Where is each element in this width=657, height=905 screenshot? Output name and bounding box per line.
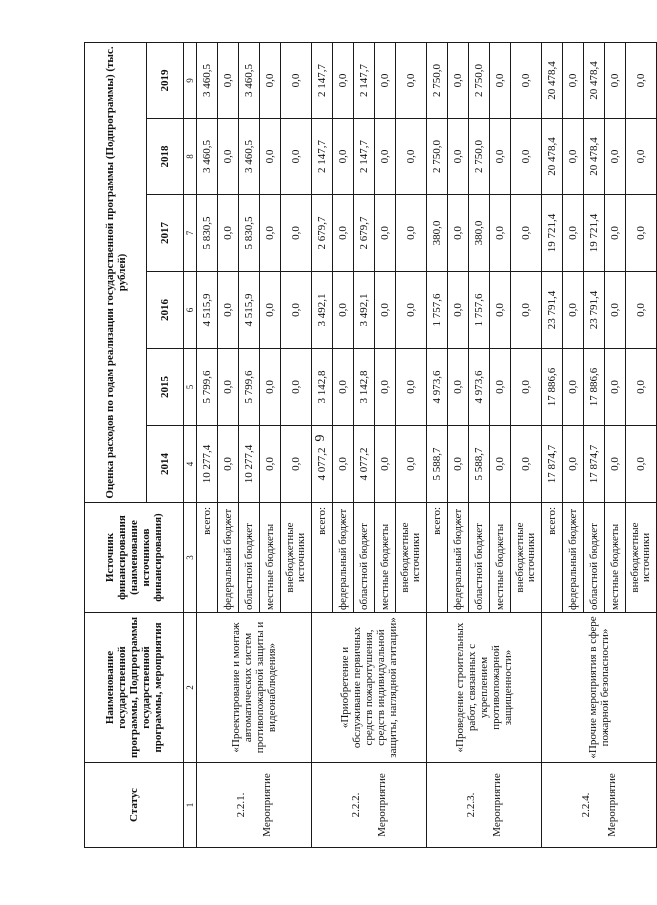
amount-cell: 0,0 [375,272,396,349]
amount-cell: 0,0 [396,119,427,195]
amount-cell: 20 478,4 [584,42,605,118]
column-number: 4 [184,426,197,503]
funding-source: областной бюджет [584,503,605,613]
amount-cell: 380,0 [469,195,490,272]
funding-source: областной бюджет [469,503,490,613]
amount-cell: 20 478,4 [542,42,563,118]
table-row [312,42,333,847]
amount-cell: 0,0 [511,42,542,118]
event-code: 2.2.3. [465,792,477,818]
amount-cell: 19 721,4 [584,195,605,272]
amount-cell: 0,0 [490,195,511,272]
amount-cell: 17 886,6 [584,349,605,426]
amount-cell: 0,0 [260,272,281,349]
header-status: Статус [85,763,184,848]
amount-cell: 0,0 [281,195,312,272]
amount-cell: 17 886,6 [542,349,563,426]
rotated-table-wrapper [84,43,652,848]
event-name: «Приобретение и обслуживание первичных средств пожаротушения, средств индивидуальной защиты, наглядной агитации» [312,613,427,763]
amount-cell: 0,0 [563,349,584,426]
event-code: 2.2.4. [580,792,592,818]
amount-cell: 3 142,8 [354,349,375,426]
amount-cell: 2 147,7 [354,119,375,195]
amount-cell: 5 830,5 [239,195,260,272]
funding-source: местные бюджеты [375,503,396,613]
header-source: Источник финансирования (наименование источников финансирования) [85,503,184,613]
amount-cell: 0,0 [260,119,281,195]
amount-cell: 0,0 [218,119,239,195]
amount-cell: 0,0 [396,272,427,349]
amount-cell: 0,0 [281,426,312,503]
amount-cell: 4 515,9 [239,272,260,349]
amount-cell: 0,0 [626,349,657,426]
amount-cell: 0,0 [511,119,542,195]
funding-source: внебюджетные источники [281,503,312,613]
amount-cell: 19 721,4 [542,195,563,272]
amount-cell: 0,0 [626,426,657,503]
amount-cell: 20 478,4 [542,119,563,195]
funding-source: всего: [427,503,448,613]
column-number: 6 [184,272,197,349]
funding-source: федеральный бюджет [218,503,239,613]
funding-source: местные бюджеты [605,503,626,613]
amount-cell: 0,0 [563,195,584,272]
event-name: «Проведение строительных работ, связанных с укреплением противопожарной защищенности» [427,613,542,763]
amount-cell: 0,0 [511,349,542,426]
amount-cell: 3 142,8 [312,349,333,426]
amount-cell: 0,0 [333,272,354,349]
event-status-cell [197,763,312,848]
page-number: 6 [311,434,326,442]
funding-source: внебюджетные источники [511,503,542,613]
amount-cell: 17 874,7 [584,426,605,503]
amount-cell: 2 147,7 [312,119,333,195]
amount-cell: 0,0 [448,349,469,426]
funding-source: местные бюджеты [260,503,281,613]
event-code: 2.2.1. [235,792,247,818]
header-year: 2019 [147,42,184,118]
amount-cell: 4 077,2 [312,426,333,503]
amount-cell: 2 750,0 [427,119,448,195]
amount-cell: 0,0 [260,195,281,272]
column-number: 7 [184,195,197,272]
amount-cell: 0,0 [490,426,511,503]
amount-cell: 0,0 [448,119,469,195]
event-status: Мероприятие [261,773,273,837]
funding-source: федеральный бюджет [448,503,469,613]
amount-cell: 5 588,7 [427,426,448,503]
amount-cell: 2 679,7 [312,195,333,272]
table-row [542,42,563,847]
amount-cell: 0,0 [448,195,469,272]
amount-cell: 0,0 [396,426,427,503]
column-number: 1 [184,763,197,848]
amount-cell: 0,0 [333,42,354,118]
funding-source: федеральный бюджет [333,503,354,613]
amount-cell: 0,0 [626,195,657,272]
amount-cell: 0,0 [281,119,312,195]
amount-cell: 0,0 [218,349,239,426]
amount-cell: 0,0 [511,426,542,503]
amount-cell: 0,0 [260,426,281,503]
header-name: Наименование государственной программы, Подпрограммы государственной программы, мероприятия [85,613,184,763]
amount-cell: 0,0 [563,42,584,118]
amount-cell: 4 077,2 [354,426,375,503]
amount-cell: 4 973,6 [427,349,448,426]
amount-cell: 2 750,0 [469,42,490,118]
amount-cell: 0,0 [333,426,354,503]
amount-cell: 0,0 [490,119,511,195]
amount-cell: 5 799,6 [239,349,260,426]
amount-cell: 2 147,7 [354,42,375,118]
funding-source: внебюджетные источники [396,503,427,613]
amount-cell: 3 492,1 [354,272,375,349]
event-status: Мероприятие [491,773,503,837]
amount-cell: 3 492,1 [312,272,333,349]
funding-source: внебюджетные источники [626,503,657,613]
amount-cell: 0,0 [281,272,312,349]
funding-source: областной бюджет [239,503,260,613]
amount-cell: 0,0 [448,42,469,118]
amount-cell: 0,0 [218,426,239,503]
event-status-cell [542,763,657,848]
table-header [85,42,197,847]
amount-cell: 0,0 [490,349,511,426]
amount-cell: 0,0 [333,195,354,272]
amount-cell: 17 874,7 [542,426,563,503]
amount-cell: 2 679,7 [354,195,375,272]
column-number: 8 [184,119,197,195]
amount-cell: 0,0 [375,42,396,118]
amount-cell: 3 460,5 [197,119,218,195]
amount-cell: 0,0 [333,349,354,426]
funding-source: всего: [197,503,218,613]
budget-table [84,42,657,848]
amount-cell: 0,0 [490,272,511,349]
amount-cell: 0,0 [375,426,396,503]
amount-cell: 5 799,6 [197,349,218,426]
amount-cell: 0,0 [563,426,584,503]
amount-cell: 3 460,5 [239,42,260,118]
amount-cell: 380,0 [427,195,448,272]
amount-cell: 2 147,7 [312,42,333,118]
amount-cell: 23 791,4 [542,272,563,349]
amount-cell: 0,0 [281,42,312,118]
column-number: 3 [184,503,197,613]
amount-cell: 0,0 [626,119,657,195]
column-number: 9 [184,42,197,118]
funding-source: всего: [312,503,333,613]
header-year: 2017 [147,195,184,272]
amount-cell: 3 460,5 [197,42,218,118]
event-status: Мероприятие [606,773,618,837]
amount-cell: 0,0 [605,119,626,195]
event-status-cell [312,763,427,848]
table-row [427,42,448,847]
amount-cell: 23 791,4 [584,272,605,349]
amount-cell: 0,0 [281,349,312,426]
amount-cell: 20 478,4 [584,119,605,195]
header-estimate: Оценка расходов по годам реализации государственной программы (Подпрограммы) (тыс. рублей) [85,42,147,502]
amount-cell: 10 277,4 [239,426,260,503]
amount-cell: 0,0 [490,42,511,118]
amount-cell: 0,0 [260,349,281,426]
column-number-row [184,42,197,847]
amount-cell: 5 588,7 [469,426,490,503]
event-name: «Прочие мероприятия в сфере пожарной безопасности» [542,613,657,763]
amount-cell: 0,0 [396,195,427,272]
event-name: «Проектирование и монтаж автоматических систем противопожарной защиты и видеонаблюдения» [197,613,312,763]
amount-cell: 0,0 [626,272,657,349]
funding-source: местные бюджеты [490,503,511,613]
funding-source: федеральный бюджет [563,503,584,613]
amount-cell: 0,0 [448,426,469,503]
amount-cell: 2 750,0 [469,119,490,195]
amount-cell: 0,0 [375,119,396,195]
amount-cell: 0,0 [605,195,626,272]
amount-cell: 4 515,9 [197,272,218,349]
amount-cell: 0,0 [605,272,626,349]
column-number: 2 [184,613,197,763]
amount-cell: 0,0 [218,42,239,118]
amount-cell: 2 750,0 [427,42,448,118]
table-body [197,42,657,847]
column-number: 5 [184,349,197,426]
amount-cell: 0,0 [605,42,626,118]
funding-source: областной бюджет [354,503,375,613]
amount-cell: 0,0 [448,272,469,349]
amount-cell: 0,0 [333,119,354,195]
amount-cell: 3 460,5 [239,119,260,195]
amount-cell: 0,0 [218,195,239,272]
amount-cell: 1 757,6 [427,272,448,349]
amount-cell: 0,0 [605,426,626,503]
amount-cell: 1 757,6 [469,272,490,349]
amount-cell: 0,0 [375,195,396,272]
amount-cell: 0,0 [605,349,626,426]
amount-cell: 0,0 [511,195,542,272]
header-year: 2015 [147,349,184,426]
amount-cell: 0,0 [375,349,396,426]
event-status: Мероприятие [376,773,388,837]
amount-cell: 5 830,5 [197,195,218,272]
event-code: 2.2.2. [350,792,362,818]
amount-cell: 0,0 [563,119,584,195]
table-row [197,42,218,847]
amount-cell: 4 973,6 [469,349,490,426]
amount-cell: 0,0 [218,272,239,349]
amount-cell: 0,0 [396,42,427,118]
amount-cell: 0,0 [563,272,584,349]
event-status-cell [427,763,542,848]
header-year: 2016 [147,272,184,349]
header-year: 2018 [147,119,184,195]
funding-source: всего: [542,503,563,613]
amount-cell: 0,0 [260,42,281,118]
amount-cell: 0,0 [626,42,657,118]
amount-cell: 10 277,4 [197,426,218,503]
amount-cell: 0,0 [396,349,427,426]
amount-cell: 0,0 [511,272,542,349]
header-year: 2014 [147,426,184,503]
